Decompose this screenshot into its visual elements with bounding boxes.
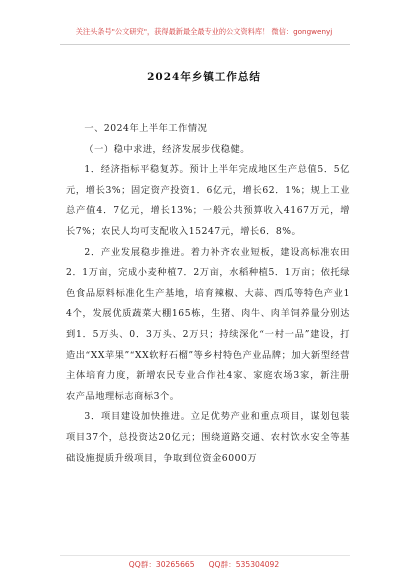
document-title: 2024年乡镇工作总结 [147,71,261,83]
body-paragraph: 3．项目建设加快推进。立足优势产业和重点项目，谋划包装项目37个，总投资达20亿元；围绕道路交通、农村饮水安全等基础设施提质升级项目，争取到位资金6000万 [66,411,350,464]
body-paragraph: 2．产业发展稳步推进。着力补齐农业短板，建设高标准农田2．1万亩，完成小麦种植7．2万亩，水稻种植5．1万亩；依托绿色食品原料标准化生产基地，培育辣椒、大蒜、西瓜等特色产业14个，发展优质蔬菜大棚165栋，生猪、肉牛、肉羊饲养量分别达到1．5万头、0．3万头、2万只；持续深化“一村一品”建设，打造出“XX苹果”“XX软籽石榴”等乡村特色产业品牌；加大新型经营主体培育力度，新增农民专业合作社4家、家庭农场3家，新注册农产品地理标志商标3个。 [66,246,350,402]
body-paragraph: 1．经济指标平稳复苏。预计上半年完成地区生产总值5．5亿元，增长3%；固定资产投资1．6亿元，增长62．1%；规上工业总产值4．7亿元，增长13%；一般公共预算收入4167万元，增长7%；农民人均可支配收入15247元，增长6．8%。 [66,164,350,237]
section-heading: 一、2024年上半年工作情况 [84,123,208,134]
footer-divider [60,555,350,556]
header-promo-banner: 关注头条号"公文研究"，获得最新最全最专业的公文资料库！ 微信：gongwenyj [75,27,333,36]
footer-contact [0,560,408,570]
header-divider [60,44,350,45]
footer-qq-group-2: QQ群：535304092 [208,560,280,569]
footer-qq-group-1: QQ群：30265665 [128,560,195,569]
subsection-heading: （一）稳中求进，经济发展步伐稳健。 [84,143,250,155]
document-body [66,119,350,469]
